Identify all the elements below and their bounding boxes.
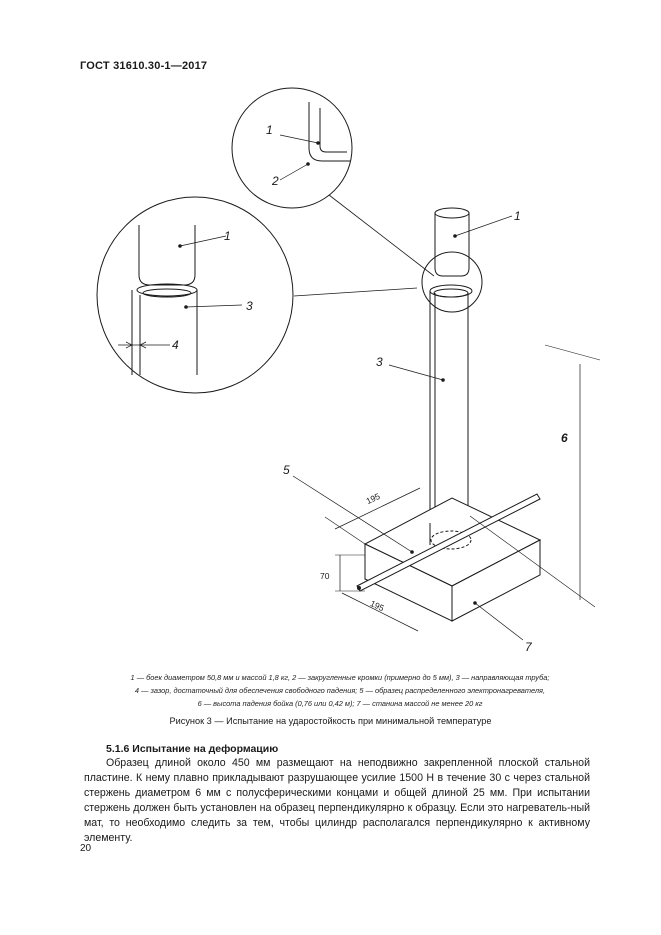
label-3-main: 3 bbox=[376, 355, 383, 369]
label-7-main: 7 bbox=[525, 640, 532, 654]
dim-195-top: 195 bbox=[364, 491, 382, 507]
label-5-main: 5 bbox=[283, 463, 290, 477]
figure-legend bbox=[60, 671, 620, 710]
detail-circle-top bbox=[232, 88, 352, 208]
dim-195-bottom: 195 bbox=[368, 598, 386, 614]
page-number: 20 bbox=[80, 843, 92, 854]
legend-line: 6 — высота падения бойка (0,76 или 0,42 м); 7 — станина массой не менее 20 кг bbox=[197, 699, 483, 708]
label-2-top: 2 bbox=[272, 174, 279, 188]
document-header: ГОСТ 31610.30-1—2017 bbox=[80, 60, 208, 72]
section-title: 5.1.6 Испытание на деформацию bbox=[106, 743, 279, 755]
label-6-main: 6 bbox=[561, 431, 568, 445]
label-1-left: 1 bbox=[224, 229, 231, 243]
legend-line: 4 — зазор, достаточный для обеспечения свободного падения; 5 — образец распределенного электронагревателя, bbox=[134, 686, 546, 695]
label-1-top: 1 bbox=[266, 123, 273, 137]
label-1-main: 1 bbox=[514, 209, 521, 223]
figure-caption: Рисунок 3 — Испытание на ударостойкость при минимальной температуре bbox=[169, 716, 492, 726]
label-4-left: 4 bbox=[172, 338, 179, 352]
label-3-left: 3 bbox=[246, 299, 253, 313]
legend-line: 1 — боек диаметром 50,8 мм и массой 1,8 кг, 2 — закругленные кромки (примерно до 5 мм), 3 — направляющая труба; bbox=[130, 673, 550, 682]
section-paragraph: Образец длиной около 450 мм размещают на неподвижно закрепленной плоской стальной пластине. К нему плавно прикладывают разрушающее усилие 1500 Н в течение 30 с через стальной стержень диаметром 6 мм с полусферическими концами и общей длиной 25 мм. При испытании стержень должен быть установлен на образец перпендикулярно к образцу. Если это нагреватель-ный мат, то необходимо следить за тем, чтобы цилиндр располагался перпендикулярно к активному элементу. bbox=[84, 757, 590, 844]
dim-70: 70 bbox=[320, 571, 330, 581]
